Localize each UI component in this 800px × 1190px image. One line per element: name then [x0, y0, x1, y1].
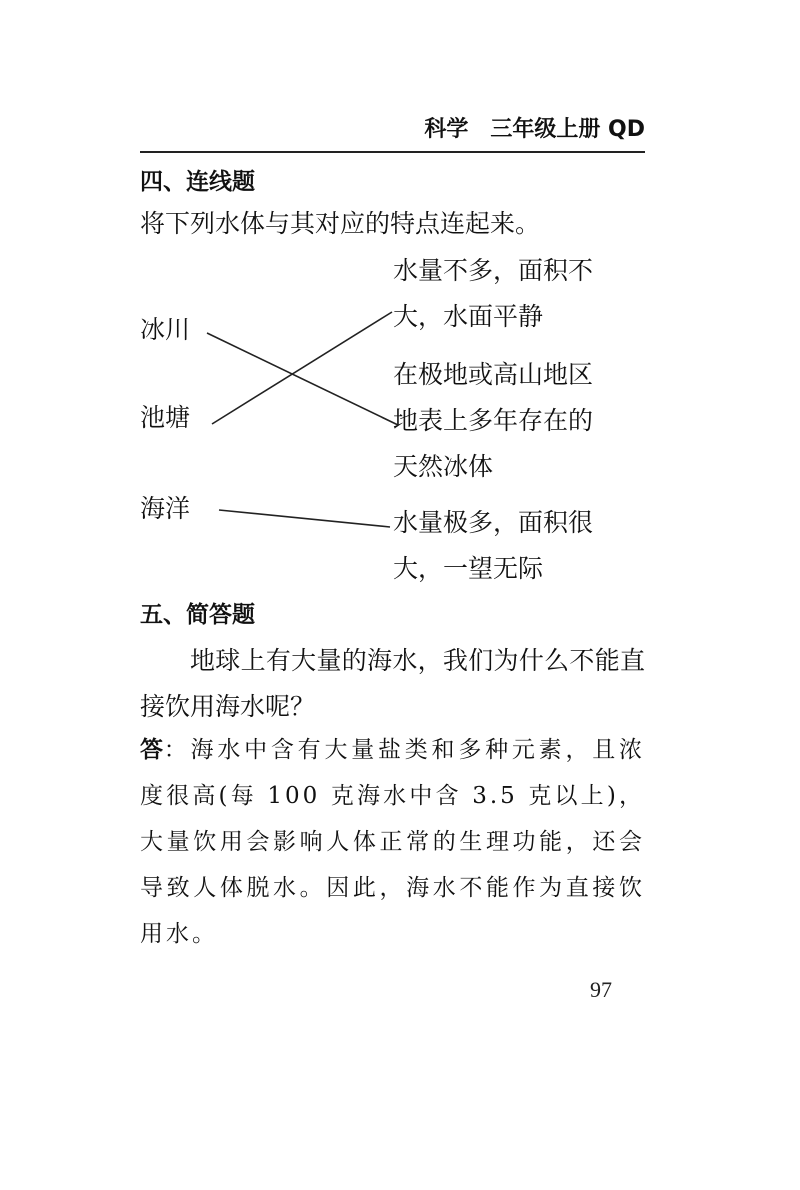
- line-glacier-to-feature: [207, 333, 398, 425]
- right-item-ocean-feature: 水量极多，面积很 大，一望无际: [393, 508, 594, 583]
- line-ocean-to-feature: [219, 510, 390, 527]
- page-number: 97: [590, 977, 612, 1002]
- answer-paragraph: [140, 727, 645, 957]
- short-answer-question: 地球上有大量的海水，我们为什么不能直接饮用海水呢？: [140, 646, 645, 721]
- section-4-title: 四、连线题: [140, 169, 255, 195]
- answer-label: 答: [140, 737, 164, 763]
- matching-instruction: 将下列水体与其对应的特点连起来。: [140, 209, 541, 238]
- right-item-pond-feature: 水量不多，面积不 大，水面平静: [393, 256, 594, 331]
- section-5-title: 五、简答题: [140, 602, 255, 628]
- answer-text: ：海水中含有大量盐类和多种元素，且浓度很高(每 100 克海水中含 3.5 克以上)，大量饮用会影响人体正常的生理功能，还会导致人体脱水。因此，海水不能作为直接饮用水。: [140, 737, 646, 947]
- line-pond-to-feature: [212, 312, 392, 424]
- left-item-glacier: 冰川: [140, 315, 191, 344]
- left-item-ocean: 海洋: [140, 494, 191, 523]
- left-item-pond: 池塘: [140, 403, 191, 432]
- running-header: 科学 三年级上册 QD: [424, 117, 645, 142]
- right-item-glacier-feature: 在极地或高山地区 地表上多年存在的 天然冰体: [393, 360, 594, 481]
